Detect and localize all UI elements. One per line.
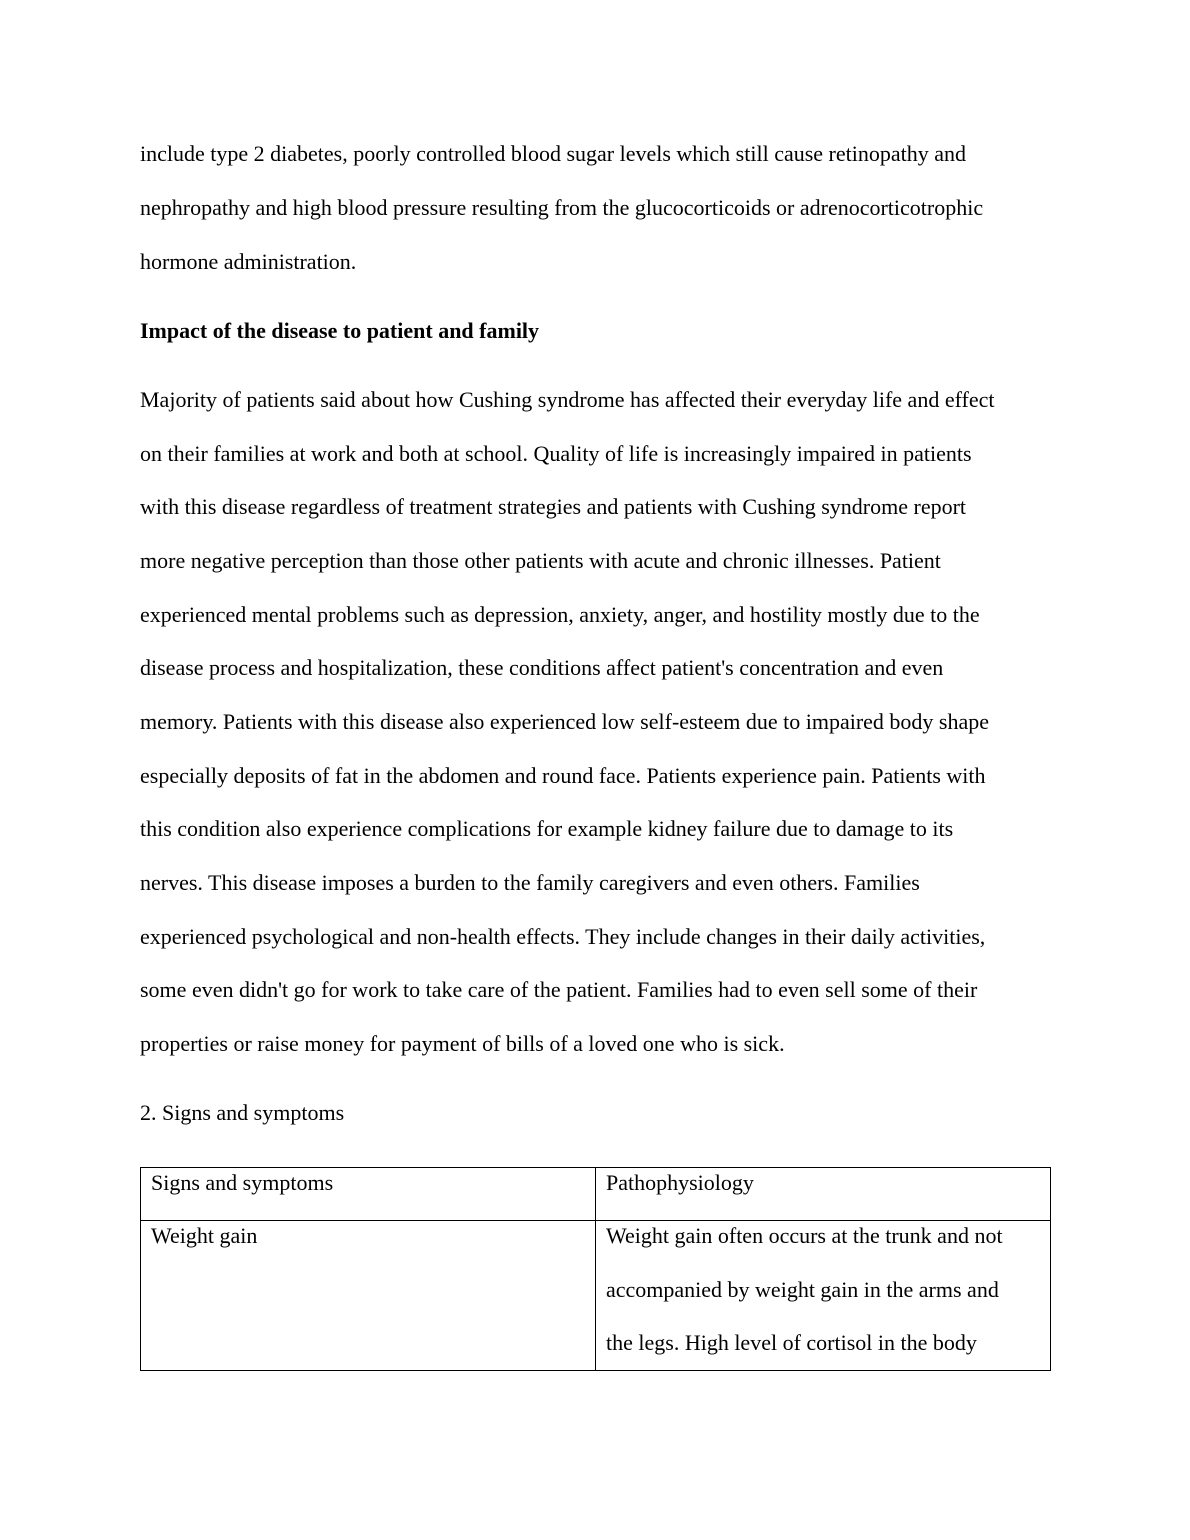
table-header-cell bbox=[596, 1168, 1051, 1221]
impact-line: experienced mental problems such as depression, anxiety, anger, and hostility mostly due to the bbox=[140, 602, 980, 627]
signs-symptoms-table bbox=[140, 1167, 1051, 1371]
section-heading: 2. Signs and symptoms bbox=[140, 1100, 345, 1125]
table-row bbox=[141, 1221, 1051, 1371]
intro-line: hormone administration. bbox=[140, 249, 357, 274]
table-header-pathophysiology: Pathophysiology bbox=[606, 1170, 754, 1195]
impact-line: some even didn't go for work to take care of the patient. Families had to even sell some of their bbox=[140, 977, 978, 1002]
table-header-signs: Signs and symptoms bbox=[151, 1170, 334, 1195]
pathophysiology-line: accompanied by weight gain in the arms and bbox=[606, 1276, 999, 1302]
table-header-row bbox=[141, 1168, 1051, 1221]
intro-line: nephropathy and high blood pressure resulting from the glucocorticoids or adrenocorticotrophic bbox=[140, 195, 984, 220]
impact-line: this condition also experience complications for example kidney failure due to damage to its bbox=[140, 816, 954, 841]
sign-weight-gain: Weight gain bbox=[151, 1223, 258, 1248]
impact-line: nerves. This disease imposes a burden to the family caregivers and even others. Families bbox=[140, 870, 920, 895]
impact-line: disease process and hospitalization, these conditions affect patient's concentration and even bbox=[140, 655, 944, 680]
table-cell bbox=[141, 1221, 596, 1371]
table-cell bbox=[596, 1221, 1051, 1371]
table-header-cell bbox=[141, 1168, 596, 1221]
impact-line: especially deposits of fat in the abdomen and round face. Patients experience pain. Patients with bbox=[140, 763, 986, 788]
pathophysiology-line: the legs. High level of cortisol in the body bbox=[606, 1330, 977, 1355]
impact-line: more negative perception than those other patients with acute and chronic illnesses. Patient bbox=[140, 548, 941, 573]
impact-heading: Impact of the disease to patient and family bbox=[140, 318, 540, 343]
pathophysiology-line: Weight gain often occurs at the trunk and not bbox=[606, 1223, 1003, 1248]
impact-line: experienced psychological and non-health effects. They include changes in their daily activities, bbox=[140, 924, 986, 949]
impact-line: Majority of patients said about how Cushing syndrome has affected their everyday life and effect bbox=[140, 387, 995, 412]
intro-line: include type 2 diabetes, poorly controlled blood sugar levels which still cause retinopathy and bbox=[140, 141, 967, 166]
impact-line: properties or raise money for payment of bills of a loved one who is sick. bbox=[140, 1031, 785, 1056]
impact-line: memory. Patients with this disease also experienced low self-esteem due to impaired body shape bbox=[140, 709, 990, 734]
impact-line: with this disease regardless of treatment strategies and patients with Cushing syndrome report bbox=[140, 494, 967, 519]
impact-line: on their families at work and both at school. Quality of life is increasingly impaired in patients bbox=[140, 441, 972, 466]
